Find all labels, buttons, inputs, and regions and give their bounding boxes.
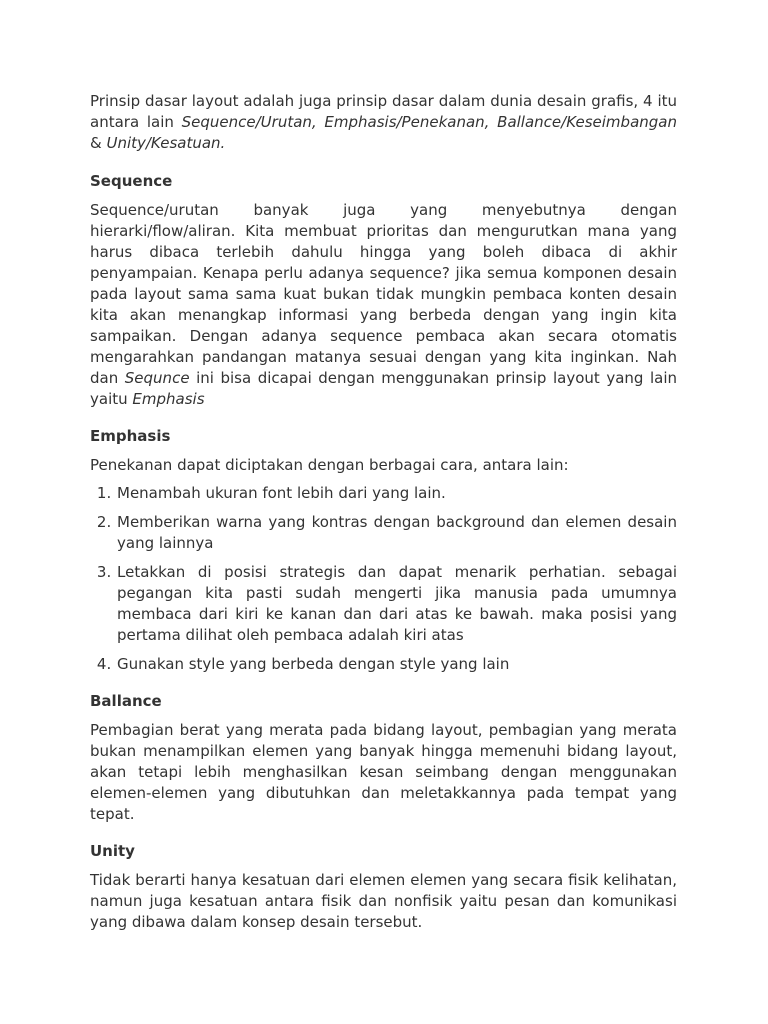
intro-terms: Sequence/Urutan, Emphasis/Penekanan, Ballance/Keseimbangan [181,113,677,131]
sequence-heading: Sequence [90,172,173,190]
ballance-paragraph: Pembagian berat yang merata pada bidang layout, pembagian yang merata bukan menampilkan elemen yang banyak hingga memenuhi bidang layout, akan tetapi lebih menghasilkan kesan seimbang dengan menggunakan elemen-elemen yang dibutuhkan dan meletakkannya pada tempat yang tepat. [90,721,677,823]
list-item: 1. Menambah ukuran font lebih dari yang lain. [116,483,677,504]
sequence-text-1: Sequence/urutan banyak juga yang menyebutnya dengan hierarki/flow/aliran. Kita membuat prioritas dan mengurutkan mana yang harus dibaca terlebih dahulu hingga yang boleh dibaca di akhir penyampaian. Kenapa perlu adanya sequence? jika semua komponen desain pada layout sama sama kuat bukan tidak mungkin pembaca konten desain kita akan menangkap informasi yang berbeda dengan yang ingin kita sampaikan. Dengan adanya sequence pembaca akan secara otomatis mengarahkan pandangan matanya sesuai dengan yang kita inginkan. Nah dan [90,201,677,387]
emphasis-heading: Emphasis [90,427,171,445]
intro-ampersand: & [90,134,107,152]
unity-heading: Unity [90,842,135,860]
intro-text: Prinsip dasar layout adalah juga prinsip dasar dalam dunia desain grafis, 4 itu antara lain [90,92,677,131]
unity-paragraph: Tidak berarti hanya kesatuan dari elemen elemen yang secara fisik kelihatan, namun juga kesatuan antara fisik dan nonfisik yaitu pesan dan komunikasi yang dibawa dalam konsep desain tersebut. [90,871,677,931]
emphasis-list [90,483,677,675]
list-item: 3. Letakkan di posisi strategis dan dapat menarik perhatian. sebagai pegangan kita pasti sudah mengerti jika manusia pada umumnya membaca dari kiri ke kanan dan dari atas ke bawah. maka posisi yang pertama dilihat oleh pembaca adalah kiri atas [116,562,677,646]
list-item: 2. Memberikan warna yang kontras dengan background dan elemen desain yang lainnya [116,512,677,554]
sequence-paragraph [90,200,677,410]
ballance-heading: Ballance [90,692,162,710]
sequence-italic-1: Sequnce [124,369,190,387]
sequence-text-2: ini bisa dicapai dengan menggunakan prinsip layout yang lain yaitu [90,369,678,408]
intro-last-term: Unity/Kesatuan. [106,134,226,152]
document-page [90,91,677,949]
list-item: 4. Gunakan style yang berbeda dengan style yang lain [116,654,677,675]
intro-paragraph [90,91,677,154]
emphasis-lead: Penekanan dapat diciptakan dengan berbagai cara, antara lain: [90,456,569,474]
sequence-italic-2: Emphasis [132,390,205,408]
